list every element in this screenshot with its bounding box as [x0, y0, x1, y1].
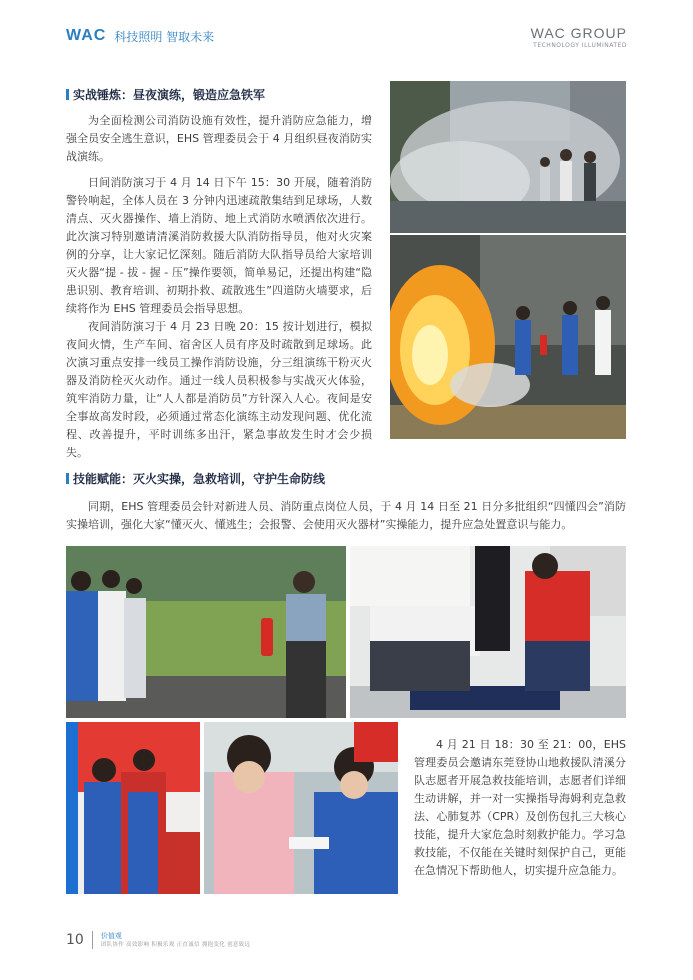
heading-accent-bar: [66, 473, 69, 484]
photo-day-fire-drill: [390, 81, 626, 233]
group-tagline: TECHNOLOGY ILLUMINATED: [533, 42, 627, 49]
footer-title: 价值观: [100, 931, 122, 940]
section2-paragraph: 同期，EHS 管理委员会针对新进人员、消防重点岗位人员，于 4 月 14 日至 21 日分多批组织“四懂四会”消防实操培训，强化大家“懂灭火、懂逃生；会报警、会使用灭火器材”实操能力，提升应急处置意识与能力。: [66, 500, 626, 531]
section2-heading-text: 技能赋能：灭火实操，急救培训，守护生命防线: [73, 472, 326, 486]
section1-paragraph-3: 夜间消防演习于 4 月 23 日晚 20：15 按计划进行，模拟夜间火情，生产车间、宿舍区人员有序及时疏散到足球场。此次演习重点安排一线员工操作消防设施，分三组演练干粉灭火器及消防栓灭火动作。通过一线人员积极参与实战灭火体验，筑牢消防力量，让“人人都是消防员”方针深入人心。夜间是安全事故高发时段，必须通过常态化演练主动发现问题、优化流程、改善提升，平时训练多出汗，紧急事故发生时才会少损失。: [66, 320, 372, 459]
section1-heading-text: 实战锤炼：昼夜演练，锻造应急铁军: [73, 88, 266, 102]
heading-accent-bar: [66, 89, 69, 100]
slogan: 科技照明 智取未来: [114, 29, 215, 44]
photo-outdoor-training: [66, 546, 346, 718]
photo-arm-bandaging: [204, 722, 398, 894]
section1-paragraph-1: 为全面检测公司消防设施有效性，提升消防应急能力，增强全员安全逃生意识，EHS 管理委员会于 4 月组织昼夜消防实战演练。: [66, 114, 372, 163]
photo-cpr-training: [350, 546, 626, 718]
photo-bandage-training-banner: [66, 722, 200, 894]
group-name: WAC GROUP: [530, 25, 627, 41]
footer-divider: [92, 931, 93, 949]
company-logo: [66, 27, 214, 45]
page-number: 10: [66, 932, 84, 948]
footer-subtitle: 团队协作 高效影响 积极乐观 正直诚信 拥抱变化 创意致远: [100, 941, 251, 948]
section2-side-paragraph: 4 月 21 日 18：30 至 21：00，EHS 管理委员会邀请东莞登协山地救援队清溪分队志愿者开展急救技能培训，志愿者们详细生动讲解，并一对一实操指导海姆利克急救法、心肺复苏（CPR）及创伤包扎三大核心技能，提升大家危急时刻救护能力。学习急救技能，不仅能在关键时刻保护自己，更能在急情况下帮助他人，切实提升应急能力。: [414, 738, 626, 877]
group-logo: [531, 26, 627, 50]
footer-values: [101, 932, 250, 949]
section2-heading: [66, 470, 325, 487]
page-footer: [66, 931, 250, 949]
section1-heading: [66, 86, 265, 103]
photo-extinguisher-practice: [390, 235, 626, 439]
logo-mark: WAC: [66, 27, 107, 44]
section1-paragraph-2: 日间消防演习于 4 月 14 日下午 15：30 开展，随着消防警铃响起，全体人员在 3 分钟内迅速疏散集结到足球场，人数清点、灭火器操作、墙上消防、地上式消防水喷洒依次进行。此次演习特别邀请清溪消防救援大队消防指导员，他对火灾案例的分享，让大家记忆深刻。随后消防大队指导员给大家培训灭火器“提 - 拔 - 握 - 压”操作要领，简单易记，还提出构建“隐患识别、教育培训、初期扑救、疏散逃生”四道防火墙要求，后续将作为 EHS 管理委员会指导思想。: [66, 176, 372, 315]
